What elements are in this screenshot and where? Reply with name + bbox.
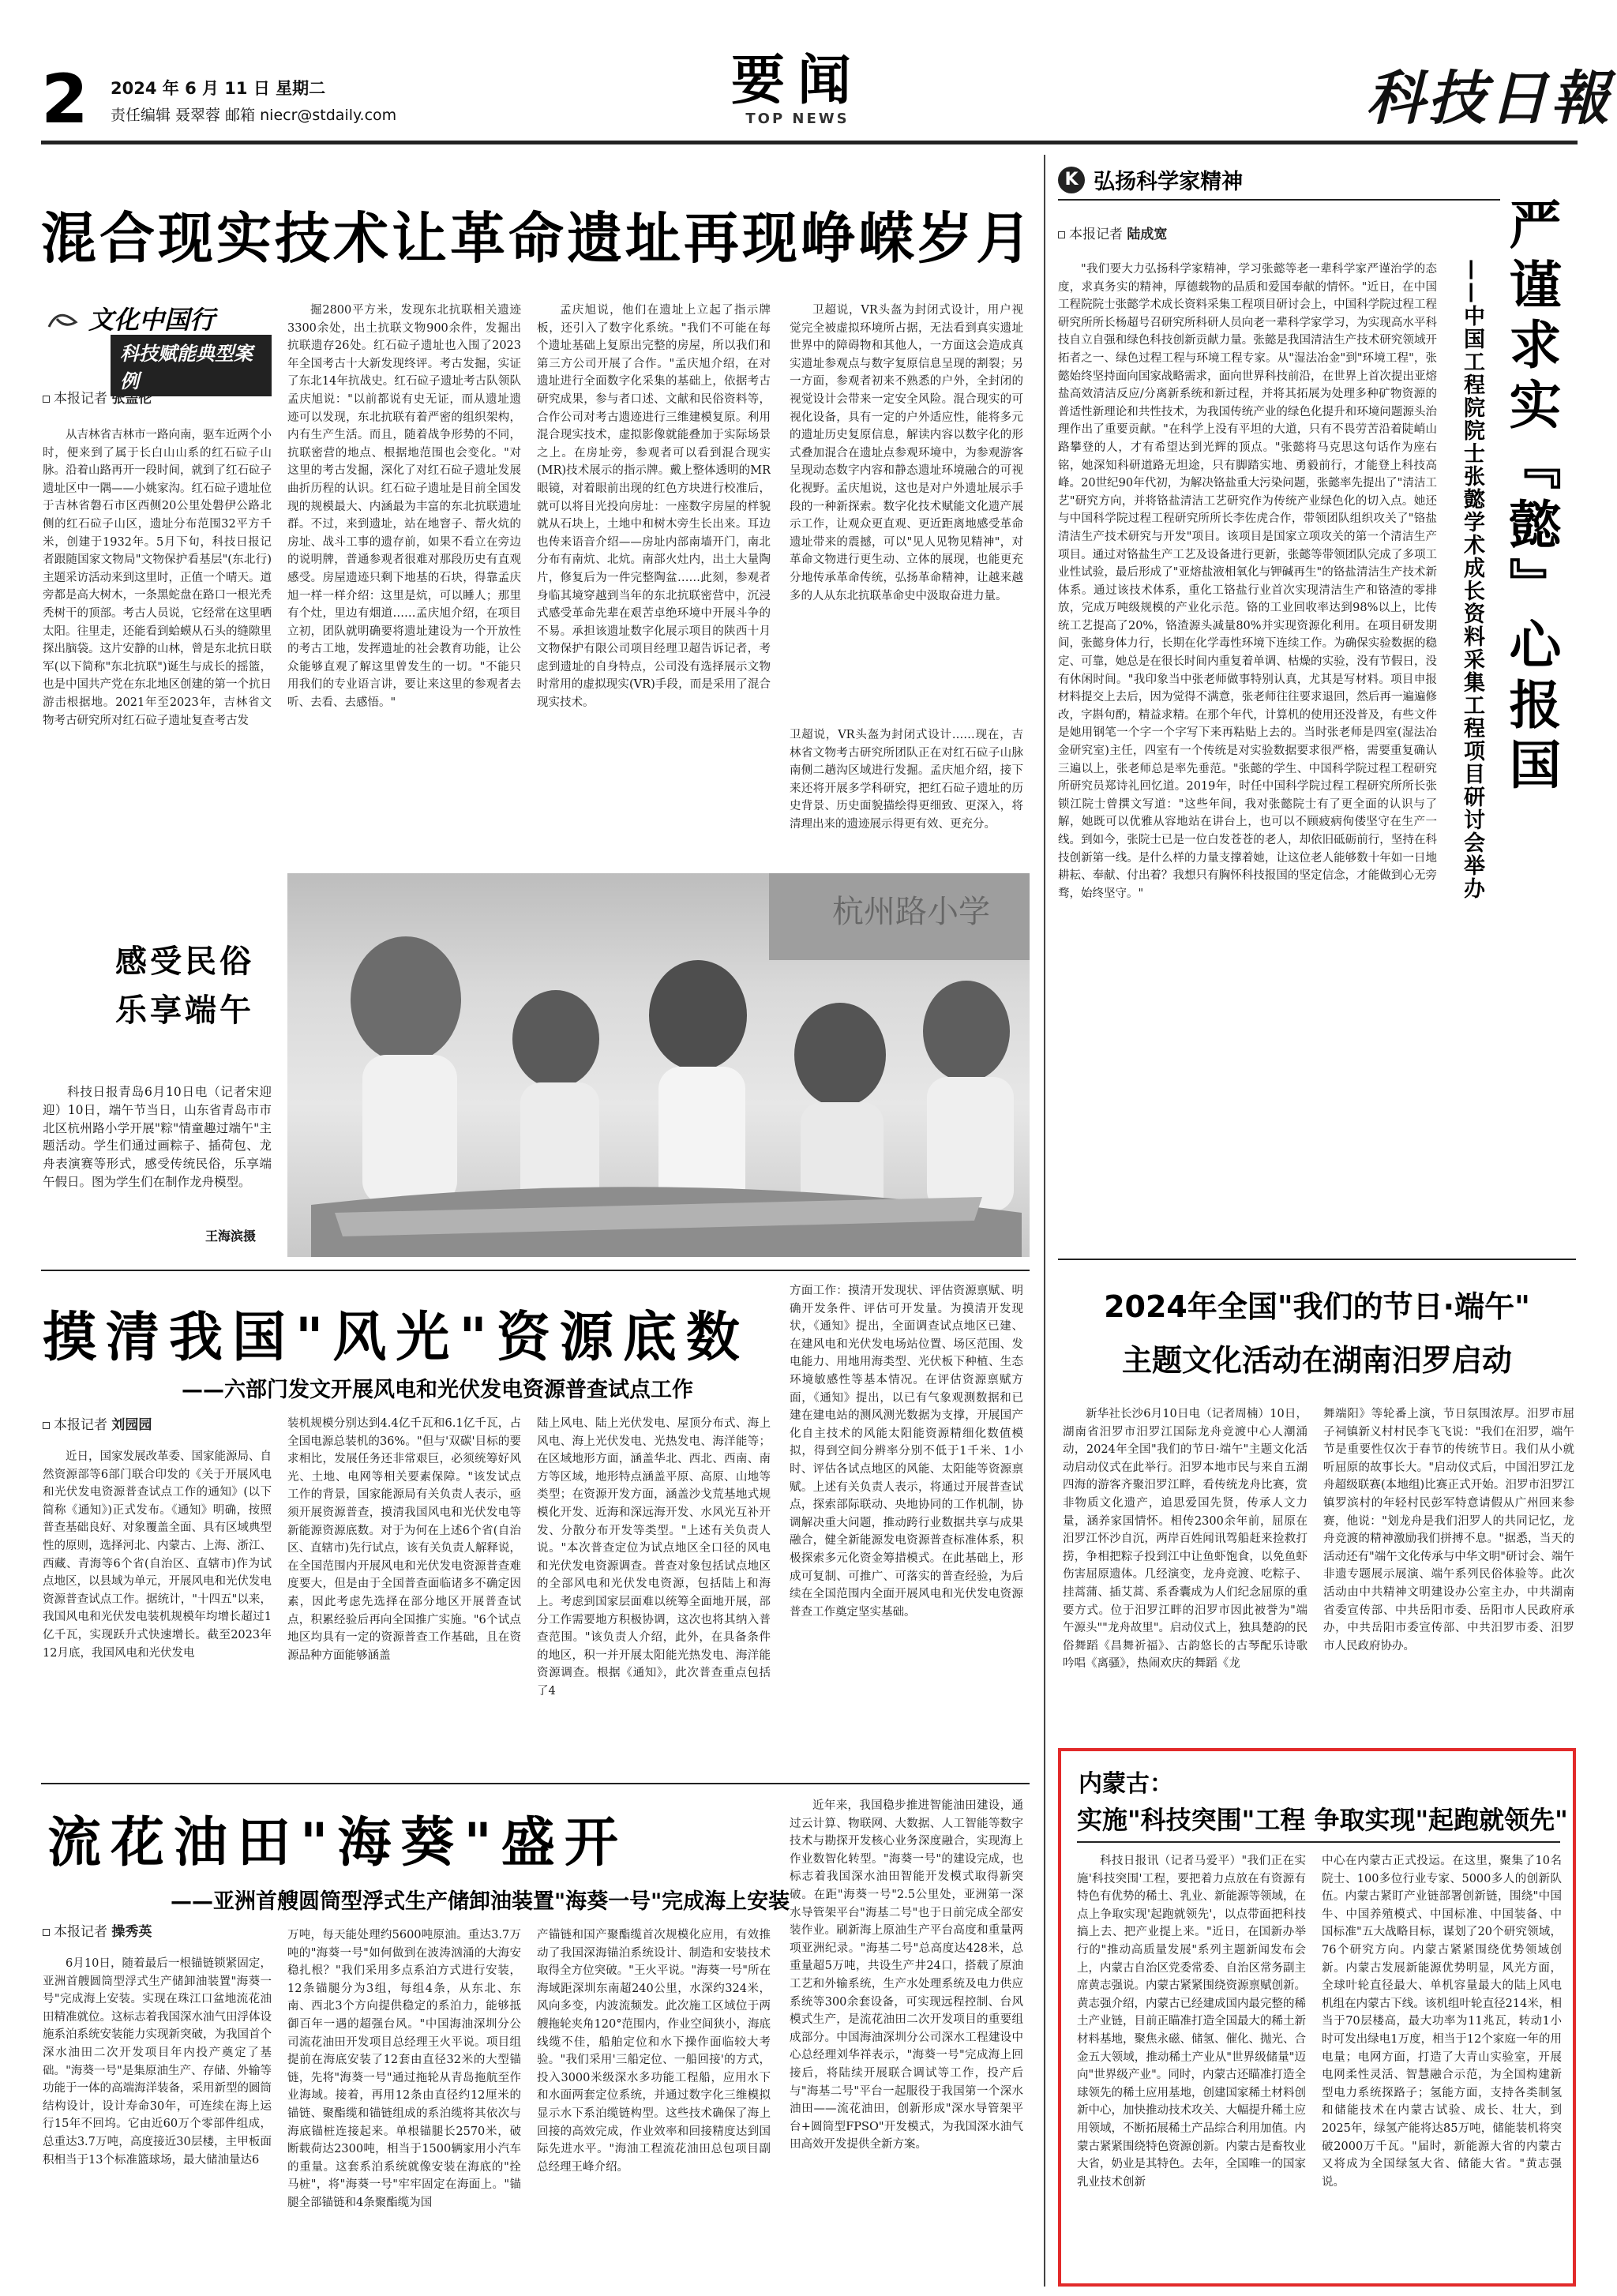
wind-subhead: ——六部门发文开展风电和光伏发电资源普查试点工作	[182, 1378, 693, 1402]
spirit-headline: 严谨求实『懿』心报国	[1500, 197, 1561, 797]
photo-credit: 王海滨摄	[205, 1229, 257, 1244]
oil-byline: 本报记者 操秀英	[43, 1920, 152, 1940]
k-badge-icon: K	[1058, 167, 1085, 193]
header-date: 2024 年 6 月 11 日 星期二	[111, 79, 326, 98]
spirit-column-rule	[1058, 199, 1500, 201]
byline-square-icon	[43, 1929, 50, 1936]
spirit-column-header	[1058, 164, 1243, 195]
wind-bottom-rule	[41, 1783, 1030, 1784]
lead-column-5: 卫超说，VR头盔为封闭式设计……现在，吉林省文物考古研究所团队正在对红石砬子山脉南侧二趟沟区域进行发掘。孟庆旭介绍，接下来还将开展多学科研究，把红石砬子遗址的历史背景、历史面貌描绘得更细致、更深入，将清理出来的遗迹展示得更有效、更充分。	[790, 729, 1023, 831]
lead-bottom-rule	[41, 1270, 1030, 1271]
dragon-headline-2: 主题文化活动在湖南汨罗启动	[1121, 1343, 1512, 1378]
photo-caption-text: 科技日报青岛6月10日电（记者宋迎迎）10日，端午节当日，山东省青岛市市北区杭州路小学开展"粽"情童趣过端午"主题活动。学生们通过画粽子、插荷包、龙舟表演赛等形式，感受传统民俗，乐享端午假日。图为学生们在制作龙舟模型。	[43, 1085, 272, 1189]
lead-headline: 混合现实技术让革命遗址再现峥嵘岁月	[41, 206, 1034, 271]
header-editor: 责任编辑 聂翠蓉 邮箱 niecr@stdaily.com	[111, 107, 397, 124]
column-logo-line1: 文化中国行	[88, 305, 216, 335]
wind-column-2: 装机规模分别达到4.4亿千瓦和6.1亿千瓦，占全国电源总装机的36%。"但与'双碳'目标的要求相比，发展任务还非常艰巨，必须统筹好风光、土地、电网等相关要素保障。"该发试点工作的背景，国家能源局有关负责人表示，亟须开展资源普查，摸清我国风电和光伏发电等新能源资源底数。对于为何在上述6个省(自治区、直辖市)先行试点，该有关负责人解释说，在全国范围内开展风电和光伏发电资源普查难度要大，但是由于全国普查面临诸多不确定因素，因此考虑先选择在部分地区开展普查试点，积累经验后再向全国推广实施。"6个试点地区均具有一定的资源普查工作基础，且在资源品种方面能够涵盖	[287, 1417, 521, 1662]
oil-subhead: ——亚洲首艘圆筒型浮式生产储卸油装置"海葵一号"完成海上安装	[171, 1889, 790, 1914]
spirit-body-upper: "我们要大力弘扬科学家精神，学习张懿等老一辈科学家严谨治学的态度，求真务实的精神，厚德载物的品质和爱国奉献的情怀。"近日，在中国工程院院士张懿学术成长资料采集工程项目研讨会上，中国科学院过程工程研究所所长杨超号召研究所科研人员向老一辈科学家学习，为实现高水平科技自立自强和绿色科技创新贡献力量。张懿是我国清洁生产技术研究领域开拓者之一、绿色过程工程与环境工程专家。从"湿法冶金"到"环境工程"，张懿始终坚持面向国家战略需求，面向世界科技前沿，在世界上首次提出亚熔盐高效清洁反应/分离新系统和新过程，并将其拓展为处理多种矿物资源的普适性新理论和共性技术，为我国传统产业的绿色化提升和环境问题源头治理作出了重要贡献。"在科学上没有平坦的大道，只有不畏劳苦沿着陡峭山路攀登的人，才有希望达到光辉的顶点。"张懿将马克思这句话作为座右铭，她深知科研道路无坦途，只有脚踏实地、勇毅前行，才能登上科技高峰。20世纪90年代初，为解决铬盐重大污染问题，张懿率先提出了"清洁工艺"研究方向，并将铬盐清洁工艺研究作为传统产业绿色化的切入点。她还与中国科学院过程工程研究所所长李佐虎合作，带领团队组织攻关了"铬盐清洁生产技术研究与开发"项目。该项目是国家立项攻关的第一个清洁生产项目。通过对铬盐生产工艺及设备进行更新，张懿等带领团队完成了多项工业性试验，最后形成了"亚熔盐液相氧化与钾碱再生"的铬盐清洁生产技术新体系。通过该技术体系，重化工铬盐行业首次实现清洁生产和铬渣的零排放，完成万吨级规模的产业化示范。铬的工业回收率达到98%以上，比传统工艺提高了20%，铬渣源头减量80%并实现资源化利用。在项目研发期间，张懿身体力行，长期在化学毒性环境下连续工作。为确保实验数据的稳定、可靠，她总是在很长时间内重复着单调、枯燥的实验，没有节假日，没有休闲时间。"我印象当中张老师做事特别认真，尤其是写材料。项目申报材料提交上去后，因为觉得不满意，张老师往往要求退回，然后再一遍遍修改，字斟句酌，精益求精。在那个年代，计算机的使用还没普及，有些文件是她用钢笔一个字一个字写下来再粘贴上去的。当时张老师是四室(湿法冶金研究室)主任，四室有一个传统是对实验数据要求很严格，需要重复确认三遍以上，张老师总是率先垂范。"张懿的学生、中国科学院过程工程研究所研究员郑诗礼回忆道。2019年，时任中国科学院过程工程研究所所长张锁江院士曾撰文写道："这些年间，我对张懿院士有了更全面的认识与了解，她既可以优雅从容地站在讲台上，也可以不顾疲病佝偻坚守在生产一线。到如今，张院士已是一位白发苍苍的老人，却依旧砥砺前行，坚持在科技创新第一线。是什么样的力量支撑着她，让这位老人能够数十年如一日地耕耘、奉献、付出着？我想只有胸怀科技报国的坚定信念，才能做到心无旁骛，始终坚守。"	[1058, 263, 1437, 900]
oil-column-1: 6月10日，随着最后一根锚链锁紧固定，亚洲首艘圆筒型浮式生产储卸油装置"海葵一号"完成海上安装。实现在珠江口盆地流花油田精准就位。这标志着我国深水油气田浮体设施系泊系统安装能力实现新突破，为我国首个深水油田二次开发项目年内投产奠定了基础。"海葵一号"是集原油生产、存储、外输等功能于一体的高端海洋装备，采用新型的圆筒结构设计，设计寿命30年，可连续在海上运行15年不回坞。它由近60万个零部件组成，总重达3.7万吨，高度接近30层楼，主甲板面积相当于13个标准篮球场，最大储油量达6	[43, 1957, 272, 2167]
photo-sign-text: 杭州路小学	[832, 894, 990, 930]
page-number: 2	[41, 60, 88, 139]
oil-column-4: 近年来，我国稳步推进智能油田建设，通过云计算、物联网、大数据、人工智能等数字技术与勘探开发核心业务深度融合，实现海上作业数智化转型。"海葵一号"的建设完成，也标志着我国深水油田智能开发模式取得新突破。在距"海葵一号"2.5公里处，亚洲第一深水导管架平台"海基二号"也于日前完成全部安装作业。刷新海上原油生产平台高度和重量两项亚洲纪录。"海基二号"总高度达428米，总重量超5万吨，共设生产井24口，搭载了原油工艺和外输系统，生产水处理系统及电力供应系统等300余套设备，可实现远程控制、台风模式生产，是流花油田二次开发项目的重要组成部分。中国海油深圳分公司深水工程建设中心总经理刘华祥表示，"海葵一号"完成海上回接后，将陆续开展联合调试等工作，投产后与"海基二号"平台一起服役于我国第一个深水油田——流花油田，创新形成"深水导管架平台+圆筒型FPSO"开发模式，为我国深水油气田高效开发提供全新方案。	[790, 1799, 1023, 2152]
mongolia-column-1: 科技日报讯（记者马爱平）"我们正在实施'科技突围'工程，要把着力点放在有资源有特色有优势的稀土、乳业、新能源等领域，在点上争取实现'起跑就领先'，以点带面把科技搞上去、把产业提上来。"近日，在国新办举行的"推动高质量发展"系列主题新闻发布会上，内蒙古自治区党委常委、自治区常务副主席黄志强说。内蒙古紧紧围绕资源禀赋创新。黄志强介绍，内蒙古已经建成国内最完整的稀土产业链，目前正瞄准打造全国最大的稀土新材料基地，聚焦永磁、储氢、催化、抛光、合金五大领域，推动稀土产业从"世界级储量"迈向"世界级产业"。同时，内蒙古还瞄准打造全球领先的稀土应用基地，创建国家稀土材料创新中心，加快推动技术攻关、大幅提升稀土应用领域，不断拓展稀土产品综合利用加值。内蒙古紧紧围绕特色资源创新。内蒙古是畜牧业大省，奶业是其特色。去年，全国唯一的国家乳业技术创新	[1077, 1855, 1306, 2189]
photo-caption-title-1: 感受民俗	[115, 944, 254, 980]
dragon-column-2: 舞端阳》等轮番上演，节日氛围浓厚。汨罗市屈子祠镇新义村村民李飞飞说："我们在汨罗，端午节是重要性仅次于春节的传统节日。我们从小就听屈原的故事长大。"启动仪式后，中国汨罗江龙舟超级联赛(本地组)比赛正式开始。汨罗市汨罗江镇罗滨村的年轻村民彭军特意请假从广州回来参赛，他说："划龙舟是我们汨罗人的共同记忆，龙舟竞渡的精神激励我们拼搏不息。"据悉，当天的活动还有"端午文化传承与中华文明"研讨会、端午非遗专题展示展演、端午系列民俗体验等。此次活动由中共精神文明建设办公室主办，中共湖南省委宣传部、中共岳阳市委、岳阳市人民政府承办，中共岳阳市委宣传部、中共汨罗市委、汨罗市人民政府协办。	[1323, 1408, 1574, 1653]
mongolia-rule	[1077, 1841, 1560, 1843]
oil-headline: 流花油田"海葵"盛开	[47, 1812, 628, 1874]
spirit-bottom-rule	[1058, 1259, 1576, 1260]
lead-column-2: 掘2800平方米，发现东北抗联相关遗迹3300余处，出土抗联文物900余件，发掘出抗联遗存26处。红石砬子遗址也入围了2023年全国考古十大新发现终评。考古发掘，实证了东北14年抗战史。红石砬子遗址考古队领队孟庆旭说："以前都说有史无证，而从遗址遗迹可以发现，东北抗联有着严密的组织架构，内有生产生活。而且，随着战争形势的不同，抗联密营的地点、根据地范围也会变化。"对这里的考古发掘，深化了对红石砬子遗址发展曲折历程的认识。红石砬子遗址是目前全国发现的规模最大、内涵最为丰富的东北抗联遗址群。不过，来到遗址，站在地窨子、帮火炕的房址、战斗工事的遗存前，如果不看立在旁边的说明牌，普通参观者很难对那段历史有直观感受。房屋遗迹只剩下地基的石块，得靠孟庆旭一样一样介绍：这里是炕，可以睡人；那里有个灶，里边有烟道……孟庆旭介绍，在项目立初，团队就明确要将遗址建设为一个开放性的考古工地，发挥遗址的社会教育功能，让公众能够直观了解这里曾发生的一切。"不能只用我们的专业语言讲，要让来这里的参观者去听、去看、去感悟。"	[287, 304, 521, 710]
oil-column-2: 万吨，每天能处理约5600吨原油。重达3.7万吨的"海葵一号"如何做到在波涛汹涌的大海安稳扎根？"我们采用多点系泊方式进行安装，12条锚腿分为3组，每组4条，从东北、东南、西北3个方向提供稳定的系泊力，能够抵御百年一遇的超强台风。"中国海油深圳分公司流花油田开发项目总经理王火平说。项目组提前在海底安装了12套由直径32米的大型锚链，先将"海葵一号"通过拖轮从青岛拖航至作业海域。接着，再用12条由直径约12厘米的锚链、聚酯缆和锚链组成的系泊缆将其依次与海底锚桩连接起来。单根锚腿长2570米，破断载荷达2300吨，相当于1500辆家用小汽车的重量。这套系泊系统就像安装在海底的"拴马桩"，将"海葵一号"牢牢固定在海面上。"锚腿全部锚链和4条聚酯缆为国	[287, 1929, 521, 2209]
dragon-boat-photo	[287, 873, 1030, 1257]
header-rule	[41, 141, 1578, 144]
oil-column-3: 产锚链和国产聚酯缆首次规模化应用，有效推动了我国深海锚泊系统设计、制造和安装技术取得全方位突破。"王火平说。"海葵一号"所在海域距深圳东南超240公里，水深约324米，风向多变，内波流频发。此次施工区域位于两艘拖轮夹角120°范围内，作业空间狭小，海底线缆不佳，船舶定位和水下操作面临较大考验。"我们采用'三船定位、一船回接'的方式，投入3000米级深水多功能工程船，应用水下和水面两套定位系统，并通过数字化三维模拟显示水下系泊缆链构型。这些技术确保了海上回接的高效完成，作业效率和回接精度达到国际先进水平。"海油工程流花油田总包项目副总经理王峰介绍。	[537, 1929, 771, 2174]
dragon-headline-1: 2024年全国"我们的节日·端午"	[1104, 1289, 1530, 1324]
column-logo-line2: 科技赋能典型案例	[111, 335, 272, 396]
photo-caption-title-2: 乐享端午	[115, 992, 254, 1029]
dragon-column-1: 新华社长沙6月10日电（记者周楠）10日，湖南省汨罗市汨罗江国际龙舟竞渡中心人潮涌动，2024年全国"我们的节日·端午"主题文化活动启动仪式在此举行。汨罗本地市民与来自五湖四海的游客齐聚汨罗江畔，看传统龙舟比赛，赏非物质文化遗产，追思爱国先贤，传承人文力量，涵养家国情怀。相传2300余年前，屈原在汨罗江怀沙自沉，两岸百姓闻讯驾船赶来捡救打捞，争相把粽子投到江中让鱼虾饱食，以免鱼虾伤害屈原遗体。几经演变，龙舟竞渡、吃粽子、挂蒿蒲、插艾蒿、系香囊成为人们纪念屈原的重要方式。位于汨罗江畔的汨罗市因此被誉为"端午源头""龙舟故里"。启动仪式上，独具楚韵的民俗舞蹈《昌舞祈福》、古韵悠长的古琴配乐诗歌吟唱《离骚》，热闹欢庆的舞蹈《龙	[1063, 1408, 1307, 1671]
wind-headline: 摸清我国"风光"资源底数	[43, 1307, 749, 1369]
spirit-subhead: ——中国工程院院士张懿学术成长资料采集工程项目研讨会举办	[1460, 259, 1484, 900]
wind-column-4: 方面工作：摸清开发现状、评估资源禀赋、明确开发条件、评估可开发量。为摸清开发现状，《通知》提出，全面调查试点地区已建、在建风电和光伏发电场站位置、场区范围、发电能力、用地用海类型、光伏板下种植、生态环境敏感性等基本情况。在评估资源禀赋方面，《通知》提出，以已有气象观测数据和已建在建电站的测风测光数据为支撑，开展国产化自主技术的风能太阳能资源精细化数值模拟，得到空间分辨率分别不低于1千米、1小时、评估各试点地区的风能、太阳能等资源禀赋。上述有关负责人表示，将通过开展普查试点，探索部际联动、央地协同的工作机制，协调解决重大问题，推动跨行业数据共享与成果融合，健全新能源发电资源普查标准体系，积极探索多元化资金筹措模式。在此基础上，形成可复制、可推广、可落实的普查经验，为后续在全国范围内全面开展风电和光伏发电资源普查工作奠定坚实基础。	[790, 1285, 1023, 1619]
byline-square-icon	[43, 396, 50, 403]
lead-byline: 本报记者 张盖伦	[43, 387, 152, 407]
wind-column-1: 近日，国家发展改革委、国家能源局、自然资源部等6部门联合印发的《关于开展风电和光伏发电资源普查试点工作的通知》(以下简称《通知》)正式发布。《通知》明确，按照普查基础良好、对象覆盖全面、具有区域典型性的原则，选择河北、内蒙古、上海、浙江、西藏、青海等6个省(自治区、直辖市)作为试点地区，以县域为单元，开展风电和光伏发电资源普查试点工作。据统计，"十四五"以来，我国风电和光伏发电装机规模年均增长超过1亿千瓦，实现跃升式快速增长。截至2023年12月底，我国风电和光伏发电	[43, 1450, 272, 1660]
section-title: 要闻	[730, 50, 864, 112]
mongolia-box	[1058, 1748, 1576, 2287]
mongolia-column-2: 中心在内蒙古正式投运。在这里，聚集了10名院士、100多位行业专家、5000多人的创新队伍。内蒙古紧盯产业链部署创新链，围绕"中国牛、中国养殖模式、中国标准、中国装备、中国标准"五大战略目标，谋划了20个研究领域，76个研究方向。内蒙古紧紧围绕优势领域创新。内蒙古发展新能源优势明显，风光方面，全球叶轮直径最大、单机容量最大的陆上风电机组在内蒙古下线。该机组叶轮直径214米，相当于70层楼高，最大功率为11兆瓦，转动1小时可发出绿电1万度，相当于12个家庭一年的用电量；电网方面，打造了大青山实验室，开展电网柔性灵活、智慧融合示范，为全国构建新型电力系统探路子；氢能方面，支持各类制氢和储能技术在内蒙古试验、成长、壮大，到2025年，绿氢产能将达85万吨，储能装机将突破2000万千瓦。"届时，新能源大省的内蒙古又将成为全国绿氢大省、储能大省。"黄志强说。	[1322, 1855, 1562, 2189]
lead-column-1: 从吉林省吉林市一路向南，驱车近两个小时，便来到了属于长白山山系的红石砬子山脉。沿着山路再开一段时间，就到了红石砬子遗址区中一隅——小姚家沟。红石砬子遗址位于吉林省磐石市区西侧20公里处磐伊公路北侧的红石砬子山区，遗址分布范围32平方千米，创建于1932年。5月下旬，科技日报记者跟随国家文物局"文物保护看基层"(东北行)主题采访活动来到这里时，正值一个晴天。道旁都是高大树木，一条黑蛇盘在路口一根光秃秃树干的顶部。考古人员说，它经常在这里晒太阳。往里走，还能看到蛤蟆从石头的缝隙里探出脑袋。这片安静的山林，曾是东北抗日联军(以下简称"东北抗联")诞生与成长的摇篮，也是中国共产党在东北地区创建的第一个抗日游击根据地。2021年至2023年，吉林省文物考古研究所对红石砬子遗址复查考古发	[43, 429, 272, 727]
column-logo	[43, 295, 272, 392]
mongolia-headline: 实施"科技突围"工程 争取实现"起跑就领先"	[1077, 1805, 1568, 1835]
right-column-divider	[1044, 155, 1045, 2287]
section-en: TOP NEWS	[745, 111, 850, 127]
lead-column-4: 卫超说，VR头盔为封闭式设计，用户视觉完全被虚拟环境所占据，无法看到真实遗址世界中的障碍物和其他人，一方面这会造成真实遗址参观点与数字复原信息呈现的割裂；另一方面，参观者初来不熟悉的户外，全封闭的视觉设计会带来一定安全风险。混合现实的可视化设备，具有一定的户外适应性，能将多元的遗址历史复原信息，解读内容以数字化的形式叠加混合在遗址点参观环境中，为参观游客呈现动态数字内容和静态遗址环境融合的可视化视野。孟庆旭说，这也是对户外遗址展示手段的一种新探索。数字化技术赋能文化遗产展示工作，让观众更直观、更近距离地感受革命遗址带来的震撼，可以"见人见物见精神"，对革命文物进行更生动、立体的展现，也能更充分地传承革命传统，弘扬革命精神，让越来越多的人从东北抗联革命史中汲取奋进力量。	[790, 304, 1023, 602]
byline-square-icon	[1058, 231, 1065, 238]
lead-column-3: 孟庆旭说，他们在遗址上立起了指示牌板，还引入了数字化系统。"我们不可能在每个遗址基础上复原出完整的房屋，所以我们和第三方公司开展了合作。"孟庆旭介绍，在对遗址进行全面数字化采集的基础上，依据考古研究成果，参与者口述、文献和民俗资料等，合作公司对考古遗迹进行三维建模复原。利用混合现实技术，虚拟影像就能叠加于实际场景之上。在房址旁，参观者可以看到混合现实(MR)技术展示的指示牌。戴上整体透明的MR眼镜，对着眼前出现的红色方块进行校准后，就可以将目光投向房址：一座数字房屋的样貌就从石块上，土地中和树木旁生长出来。耳边也传来语音介绍——房址内部南墙开门，南北分布有南炕、北炕。南部火灶内，出土大量陶片，修复后为一件完整陶盆……此刻，参观者身临其境穿越到当年的东北抗联密营中，沉浸式感受革命先辈在艰苦卓绝环境中开展斗争的不易。承担该遗址数字化展示项目的陕西十月文物保护有限公司项目经理卫超告诉记者，考虑到遗址的自身特点，公司没有选择展示文物时常用的虚拟现实(VR)手段，而是采用了混合现实技术。	[537, 304, 771, 710]
spirit-column-title: 弘扬科学家精神	[1094, 170, 1244, 194]
photo-scene-icon	[287, 873, 1030, 1257]
wind-column-3: 陆上风电、陆上光伏发电、屋顶分布式、海上风电、海上光伏发电、光热发电、海洋能等；在区域地形方面，涵盖华北、西北、西南、南方等区域，地形特点涵盖平原、高原、山地等类型；在资源开发方面，涵盖沙戈荒基地式规模化开发、近海和深远海开发、水风光互补开发、分散分布开发等类型。"上述有关负责人说。"本次普查定位为试点地区全口径的风电和光伏发电资源调查。普查对象包括试点地区的全部风电和光伏发电资源，包括陆上和海上。考虑到国家层面难以统筹全面地开展，部分工作需要地方积极协调，这次也将其纳入普查范围。"该负责人介绍，此外，在具备条件的地区，积一并开展太阳能光热发电、海洋能资源调查。根据《通知》，此次普查重点包括了4	[537, 1417, 771, 1698]
byline-square-icon	[43, 1422, 50, 1429]
wind-byline: 本报记者 刘园园	[43, 1413, 152, 1433]
spirit-byline: 本报记者 陆成宽	[1058, 223, 1167, 242]
masthead-logo: 科技日報	[1366, 65, 1612, 133]
mongolia-region: 内蒙古：	[1079, 1770, 1173, 1798]
